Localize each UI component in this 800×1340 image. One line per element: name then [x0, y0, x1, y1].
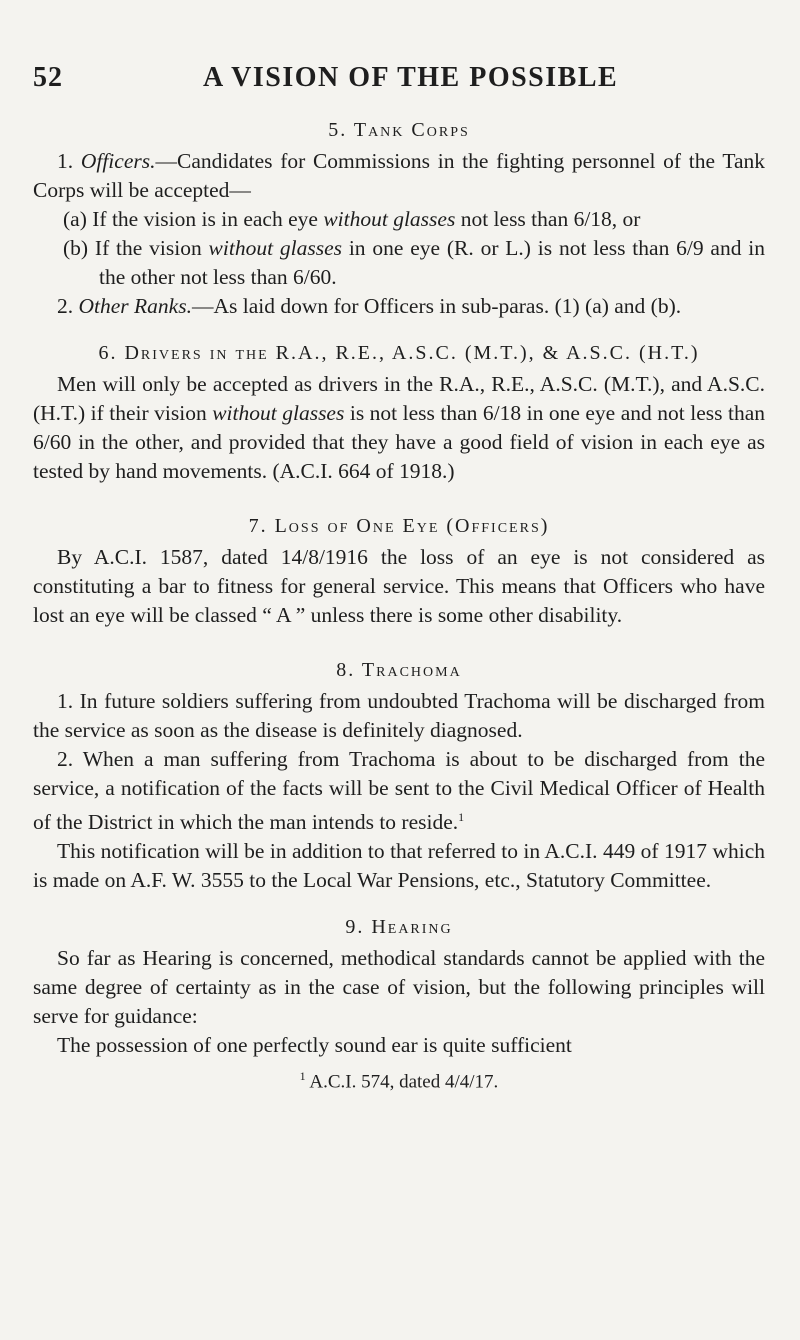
footnote: $^1$ A.C.I. 574, dated 4/4/17.	[299, 1069, 499, 1093]
section-title-hearing: 9. Hearing	[345, 916, 453, 939]
page-number: 52	[33, 62, 63, 93]
paragraph-trachoma-2: 2. When a man suffering from Trachoma is about to be discharged from the service, a notification of the facts will be sent to the Civil Medical Officer of Health of the District in which the man intends to reside.$^1$	[33, 747, 765, 835]
paragraph-officers: 1. Officers.—Candidates for Commissions in the fighting personnel of the Tank Corps will be accepted—	[33, 149, 766, 202]
section-title-tank-corps: 5. Tank Corps	[328, 119, 470, 141]
section-title-loss-of-eye: 7. Loss of One Eye (Officers)	[248, 515, 550, 537]
page-body	[33, 112, 765, 1096]
clause-a: (a) If the vision is in each eye without glasses not less than 6/18, or	[63, 207, 641, 231]
paragraph-drivers: Men will only be accepted as drivers in the R.A., R.E., A.S.C. (M.T.), and A.S.C. (H.T.) if their vision without glasses is not less than 6/18 in one eye and not less than 6/60 in the other, and provided that they have a good field of vision in each eye as tested by hand movements. (A.C.I. 664 of 1918.)	[33, 372, 765, 483]
running-title: A VISION OF THE POSSIBLE	[203, 62, 619, 93]
section-title-trachoma: 8. Trachoma	[336, 659, 462, 681]
page-header	[33, 62, 753, 102]
footnote-reference: 1	[458, 810, 465, 824]
clause-b: (b) If the vision without glasses in one eye (R. or L.) is not less than 6/9 and in the other not less than 6/60.	[63, 236, 766, 289]
paragraph-hearing-1: So far as Hearing is concerned, methodical standards cannot be applied with the same degree of certainty as in the case of vision, but the following principles will serve for guidance:	[33, 946, 765, 1029]
paragraph-hearing-2: The possession of one perfectly sound ear is quite sufficient	[57, 1033, 572, 1058]
paragraph-trachoma-3: This notification will be in addition to that referred to in A.C.I. 449 of 1917 which is made on A.F. W. 3555 to the Local War Pensions, etc., Statutory Committee.	[33, 839, 765, 893]
paragraph-other-ranks: 2. Other Ranks.—As laid down for Officers in sub-paras. (1) (a) and (b).	[57, 294, 682, 318]
section-title-drivers: 6. Drivers in the R.A., R.E., A.S.C. (M.T.), & A.S.C. (H.T.)	[98, 342, 700, 364]
paragraph-trachoma-1: 1. In future soldiers suffering from undoubted Trachoma will be discharged from the service as soon as the disease is definitely diagnosed.	[33, 689, 765, 742]
paragraph-loss-of-eye: By A.C.I. 1587, dated 14/8/1916 the loss of an eye is not considered as constituting a bar to fitness for general service. This means that Officers who have lost an eye will be classed “ A ” unless there is some other disability.	[33, 545, 765, 627]
